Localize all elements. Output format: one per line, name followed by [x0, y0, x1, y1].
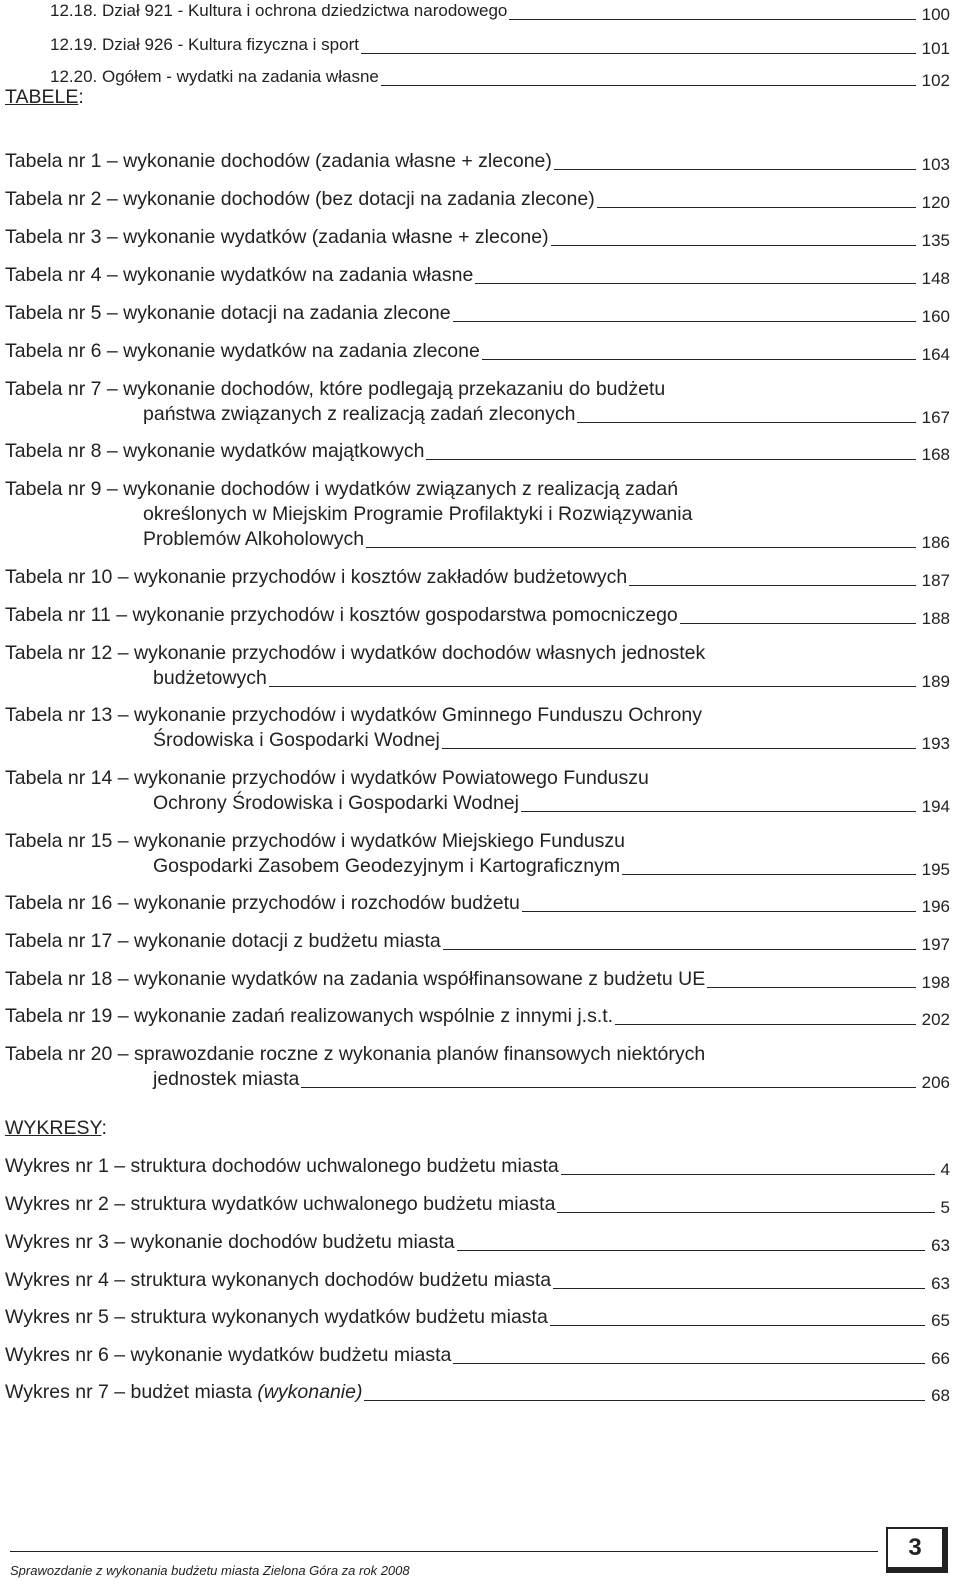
toc-chapter-entry[interactable]: 12.19. Dział 926 - Kultura fizyczna i sport 101: [0, 32, 960, 58]
toc-table-entry[interactable]: Gospodarki Zasobem Geodezyjnym i Kartograficznym 195: [0, 853, 960, 879]
toc-page-number: 194: [921, 797, 950, 816]
toc-page-number: 103: [921, 155, 950, 174]
toc-page-number: 168: [921, 445, 950, 464]
toc-page-number: 4: [940, 1160, 950, 1179]
toc-page-number: 186: [921, 533, 950, 552]
toc-page-number: 135: [921, 231, 950, 250]
toc-page-number: 196: [921, 897, 950, 916]
toc-table-entry[interactable]: Tabela nr 13 – wykonanie przychodów i wydatków Gminnego Funduszu Ochrony: [5, 704, 702, 726]
toc-table-entry[interactable]: Tabela nr 12 – wykonanie przychodów i wydatków dochodów własnych jednostek: [5, 642, 706, 664]
leader-line: [629, 585, 915, 586]
toc-page-number: 187: [921, 571, 950, 590]
leader-line: [381, 85, 916, 86]
leader-line: [482, 359, 916, 360]
toc-table-entry[interactable]: budżetowych 189: [0, 665, 960, 691]
footer-rule: [10, 1551, 878, 1552]
toc-page-number: 164: [921, 345, 950, 364]
leader-line: [361, 53, 916, 54]
footer-title: Sprawozdanie z wykonania budżetu miasta Zielona Góra za rok 2008: [10, 1563, 410, 1578]
leader-line: [509, 19, 915, 20]
toc-table-entry[interactable]: Tabela nr 2 – wykonanie dochodów (bez dotacji na zadania zlecone) 120: [0, 186, 960, 212]
toc-page-number: 197: [921, 935, 950, 954]
leader-line: [269, 686, 916, 687]
leader-line: [366, 547, 916, 548]
wykresy-heading: WYKRESY:: [5, 1117, 107, 1139]
toc-chart-entry[interactable]: Wykres nr 7 – budżet miasta (wykonanie) 68: [0, 1379, 960, 1405]
leader-line: [453, 321, 916, 322]
toc-chart-entry[interactable]: Wykres nr 6 – wykonanie wydatków budżetu miasta 66: [0, 1342, 960, 1368]
leader-line: [615, 1024, 916, 1025]
toc-table-entry[interactable]: Tabela nr 6 – wykonanie wydatków na zadania zlecone 164: [0, 338, 960, 364]
leader-line: [442, 748, 916, 749]
toc-table-entry[interactable]: Tabela nr 19 – wykonanie zadań realizowanych wspólnie z innymi j.s.t. 202: [0, 1003, 960, 1029]
toc-table-entry[interactable]: Tabela nr 16 – wykonanie przychodów i rozchodów budżetu 196: [0, 890, 960, 916]
leader-line: [522, 911, 916, 912]
toc-table-entry[interactable]: państwa związanych z realizacją zadań zleconych 167: [0, 401, 960, 427]
toc-page-number: 65: [931, 1311, 950, 1330]
leader-line: [475, 283, 915, 284]
leader-line: [707, 987, 915, 988]
toc-chart-entry[interactable]: Wykres nr 5 – struktura wykonanych wydatków budżetu miasta 65: [0, 1304, 960, 1330]
toc-chart-entry[interactable]: Wykres nr 1 – struktura dochodów uchwalonego budżetu miasta 4: [0, 1153, 960, 1179]
toc-table-entry[interactable]: określonych w Miejskim Programie Profilaktyki i Rozwiązywania: [143, 503, 693, 525]
toc-page-number: 206: [921, 1073, 950, 1092]
leader-line: [597, 207, 916, 208]
toc-page-number: 63: [931, 1236, 950, 1255]
leader-line: [550, 1325, 925, 1326]
toc-table-entry[interactable]: Problemów Alkoholowych 186: [0, 526, 960, 552]
toc-page-number: 193: [921, 734, 950, 753]
leader-line: [561, 1174, 935, 1175]
leader-line: [551, 245, 916, 246]
toc-table-entry[interactable]: Tabela nr 17 – wykonanie dotacji z budżetu miasta 197: [0, 928, 960, 954]
leader-line: [457, 1250, 925, 1251]
toc-page-number: 66: [931, 1349, 950, 1368]
toc-page-number: 202: [921, 1010, 950, 1029]
toc-table-entry[interactable]: Tabela nr 3 – wykonanie wydatków (zadania własne + zlecone) 135: [0, 224, 960, 250]
toc-table-entry[interactable]: Tabela nr 9 – wykonanie dochodów i wydatków związanych z realizacją zadań: [5, 478, 679, 500]
toc-table-entry[interactable]: Tabela nr 7 – wykonanie dochodów, które podlegają przekazaniu do budżetu: [5, 378, 666, 400]
toc-table-entry[interactable]: Tabela nr 18 – wykonanie wydatków na zadania współfinansowane z budżetu UE 198: [0, 966, 960, 992]
toc-table-entry[interactable]: Tabela nr 14 – wykonanie przychodów i wydatków Powiatowego Funduszu: [5, 767, 649, 789]
toc-table-entry[interactable]: Tabela nr 8 – wykonanie wydatków majątkowych 168: [0, 438, 960, 464]
leader-line: [554, 169, 916, 170]
toc-chapter-entry[interactable]: 12.20. Ogółem - wydatki na zadania własne 102: [0, 64, 960, 90]
toc-table-entry[interactable]: Tabela nr 15 – wykonanie przychodów i wydatków Miejskiego Funduszu: [5, 830, 625, 852]
toc-table-entry[interactable]: Tabela nr 11 – wykonanie przychodów i kosztów gospodarstwa pomocniczego 188: [0, 602, 960, 628]
toc-table-entry[interactable]: Tabela nr 20 – sprawozdanie roczne z wykonania planów finansowych niektórych: [5, 1043, 706, 1065]
toc-chart-entry[interactable]: Wykres nr 4 – struktura wykonanych dochodów budżetu miasta 63: [0, 1267, 960, 1293]
toc-page-number: 120: [921, 193, 950, 212]
toc-chapter-entry[interactable]: 12.18. Dział 921 - Kultura i ochrona dziedzictwa narodowego 100: [0, 0, 960, 24]
toc-page-number: 188: [921, 609, 950, 628]
toc-page-number: 148: [921, 269, 950, 288]
toc-table-entry[interactable]: Ochrony Środowiska i Gospodarki Wodnej 194: [0, 790, 960, 816]
toc-page-number: 5: [940, 1198, 950, 1217]
toc-page-number: 63: [931, 1274, 950, 1293]
leader-line: [443, 949, 916, 950]
leader-line: [622, 874, 916, 875]
toc-table-entry[interactable]: Tabela nr 4 – wykonanie wydatków na zadania własne 148: [0, 262, 960, 288]
leader-line: [426, 459, 915, 460]
leader-line: [577, 422, 915, 423]
toc-page-number: 160: [921, 307, 950, 326]
leader-line: [453, 1363, 925, 1364]
toc-table-entry[interactable]: Tabela nr 10 – wykonanie przychodów i kosztów zakładów budżetowych 187: [0, 564, 960, 590]
toc-page-number: 100: [921, 5, 950, 24]
toc-table-entry[interactable]: Środowiska i Gospodarki Wodnej 193: [0, 727, 960, 753]
toc-table-entry[interactable]: Tabela nr 1 – wykonanie dochodów (zadania własne + zlecone) 103: [0, 148, 960, 174]
toc-page-number: 68: [931, 1386, 950, 1405]
toc-page-number: 195: [921, 860, 950, 879]
tabele-heading: TABELE:: [5, 86, 84, 108]
leader-line: [301, 1087, 915, 1088]
toc-page-number: 167: [921, 408, 950, 427]
toc-page-number: 198: [921, 973, 950, 992]
leader-line: [553, 1288, 925, 1289]
toc-table-entry[interactable]: jednostek miasta 206: [0, 1066, 960, 1092]
page-number: 3: [886, 1527, 948, 1573]
toc-chart-entry[interactable]: Wykres nr 2 – struktura wydatków uchwalonego budżetu miasta 5: [0, 1191, 960, 1217]
leader-line: [521, 811, 916, 812]
toc-page-number: 101: [921, 39, 950, 58]
toc-chart-entry[interactable]: Wykres nr 3 – wykonanie dochodów budżetu miasta 63: [0, 1229, 960, 1255]
leader-line: [364, 1400, 925, 1401]
leader-line: [680, 623, 916, 624]
toc-table-entry[interactable]: Tabela nr 5 – wykonanie dotacji na zadania zlecone 160: [0, 300, 960, 326]
toc-page-number: 189: [921, 672, 950, 691]
leader-line: [557, 1212, 934, 1213]
toc-page-number: 102: [921, 71, 950, 90]
